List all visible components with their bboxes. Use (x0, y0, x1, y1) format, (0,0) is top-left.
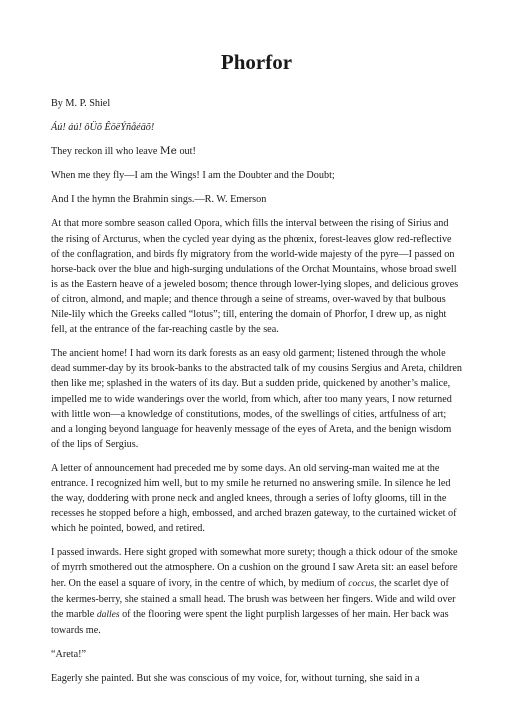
story-title: Phorfor (220, 50, 293, 74)
dalles-term: dalles (96, 609, 120, 620)
exclamation: “Areta!” (51, 648, 87, 660)
byline: By M. P. Shiel (51, 98, 111, 109)
epigraph-line-3: And I the hymn the Brahmin sings.—R. W. Emerson (51, 194, 267, 206)
epigraph-line-1-start: They reckon ill who leave (51, 146, 160, 158)
epigraph-line-1 (51, 144, 462, 159)
paragraph-4 (51, 545, 462, 638)
paragraph-2: The ancient home! I had worn its dark forests as an easy old garment; listened through the whole dead summer-day by its brook-banks to the abstracted talk of my cousins Sergius and Areta, children then like me; splashed in the waters of its day. But a sudden pride, quickened by another’s malice, impelled me to wide wanderings over the world, from which, after too many years, I now returned with little won—a knowledge of constitutions, modes, of the swellings of cities, artfulness of art; and a longing beyond language for heavenly message of the eyes of Areta, and the benign wisdom of the lips of Sergius. (51, 348, 462, 450)
paragraph-4-part-3: of the flooring were spent the light purplish largesses of her main. Her back was towards me. (51, 608, 449, 636)
epigraph-me-word: Me (159, 145, 177, 158)
epigraph-line-1-end: out! (176, 146, 196, 158)
greek-epigraph: Áú! áú! ôÜõ ÊöëÝñåéäõ! (51, 122, 155, 134)
paragraph-1: At that more sombre season called Opora, which fills the interval between the rising of Sirius and the rising of Arcturus, when the cycled year dying as the phœnix, forest-leaves glow red-reflective of the conflagration, and birds fly migratory from the world-wide majesty of the pyre—I passed on horse-back over the blue and high-surging undulations of the Orchat Mountains, whose broad swell is as the Eastern heave of a jeweled bosom; thence through lower-lying slopes, and delicious groves of citron, almond, and maple; and thence through a seine of streams, over-waved by that bulbous Nile-lily which the Greeks called “lotus”; till, entering the domain of Phorfor, I drew up, as night fell, at the entrance of the far-reaching castle by the sea. (51, 218, 459, 336)
paragraph-last: Eagerly she painted. But she was conscious of my voice, for, without turning, she said in a (51, 673, 420, 684)
paragraph-4-part-2: the scarlet dye of the kermes-berry, she stained a small head. The brush was between her fingers. Wide and wild over the marble (51, 577, 456, 620)
epigraph-line-2: When me they fly—I am the Wings! I am the Doubter and the Doubt; (51, 170, 335, 182)
paragraph-4-part-1: I passed inwards. Here sight groped with somewhat more surety; though a thick odour of the smoke of myrrh smothered out the atmosphere. On a cushion on the ground I saw Areta sit: an easel before her. On the easel a square of ivory, in the centre of which, by medium of (51, 547, 458, 589)
paragraph-3: A letter of announcement had preceded me by some days. An old serving-man waited me at the entrance. I recognized him well, but to my smile he returned no answering smile. In silence he led the way, doddering with prone neck and angled knees, through a series of lofty glooms, till in the recesses he stopped before a high, embossed, and arched brazen gateway, to the curtained wicket of which he pointed, bowed, and retired. (51, 462, 457, 535)
coccus-term: coccus, (348, 578, 377, 589)
